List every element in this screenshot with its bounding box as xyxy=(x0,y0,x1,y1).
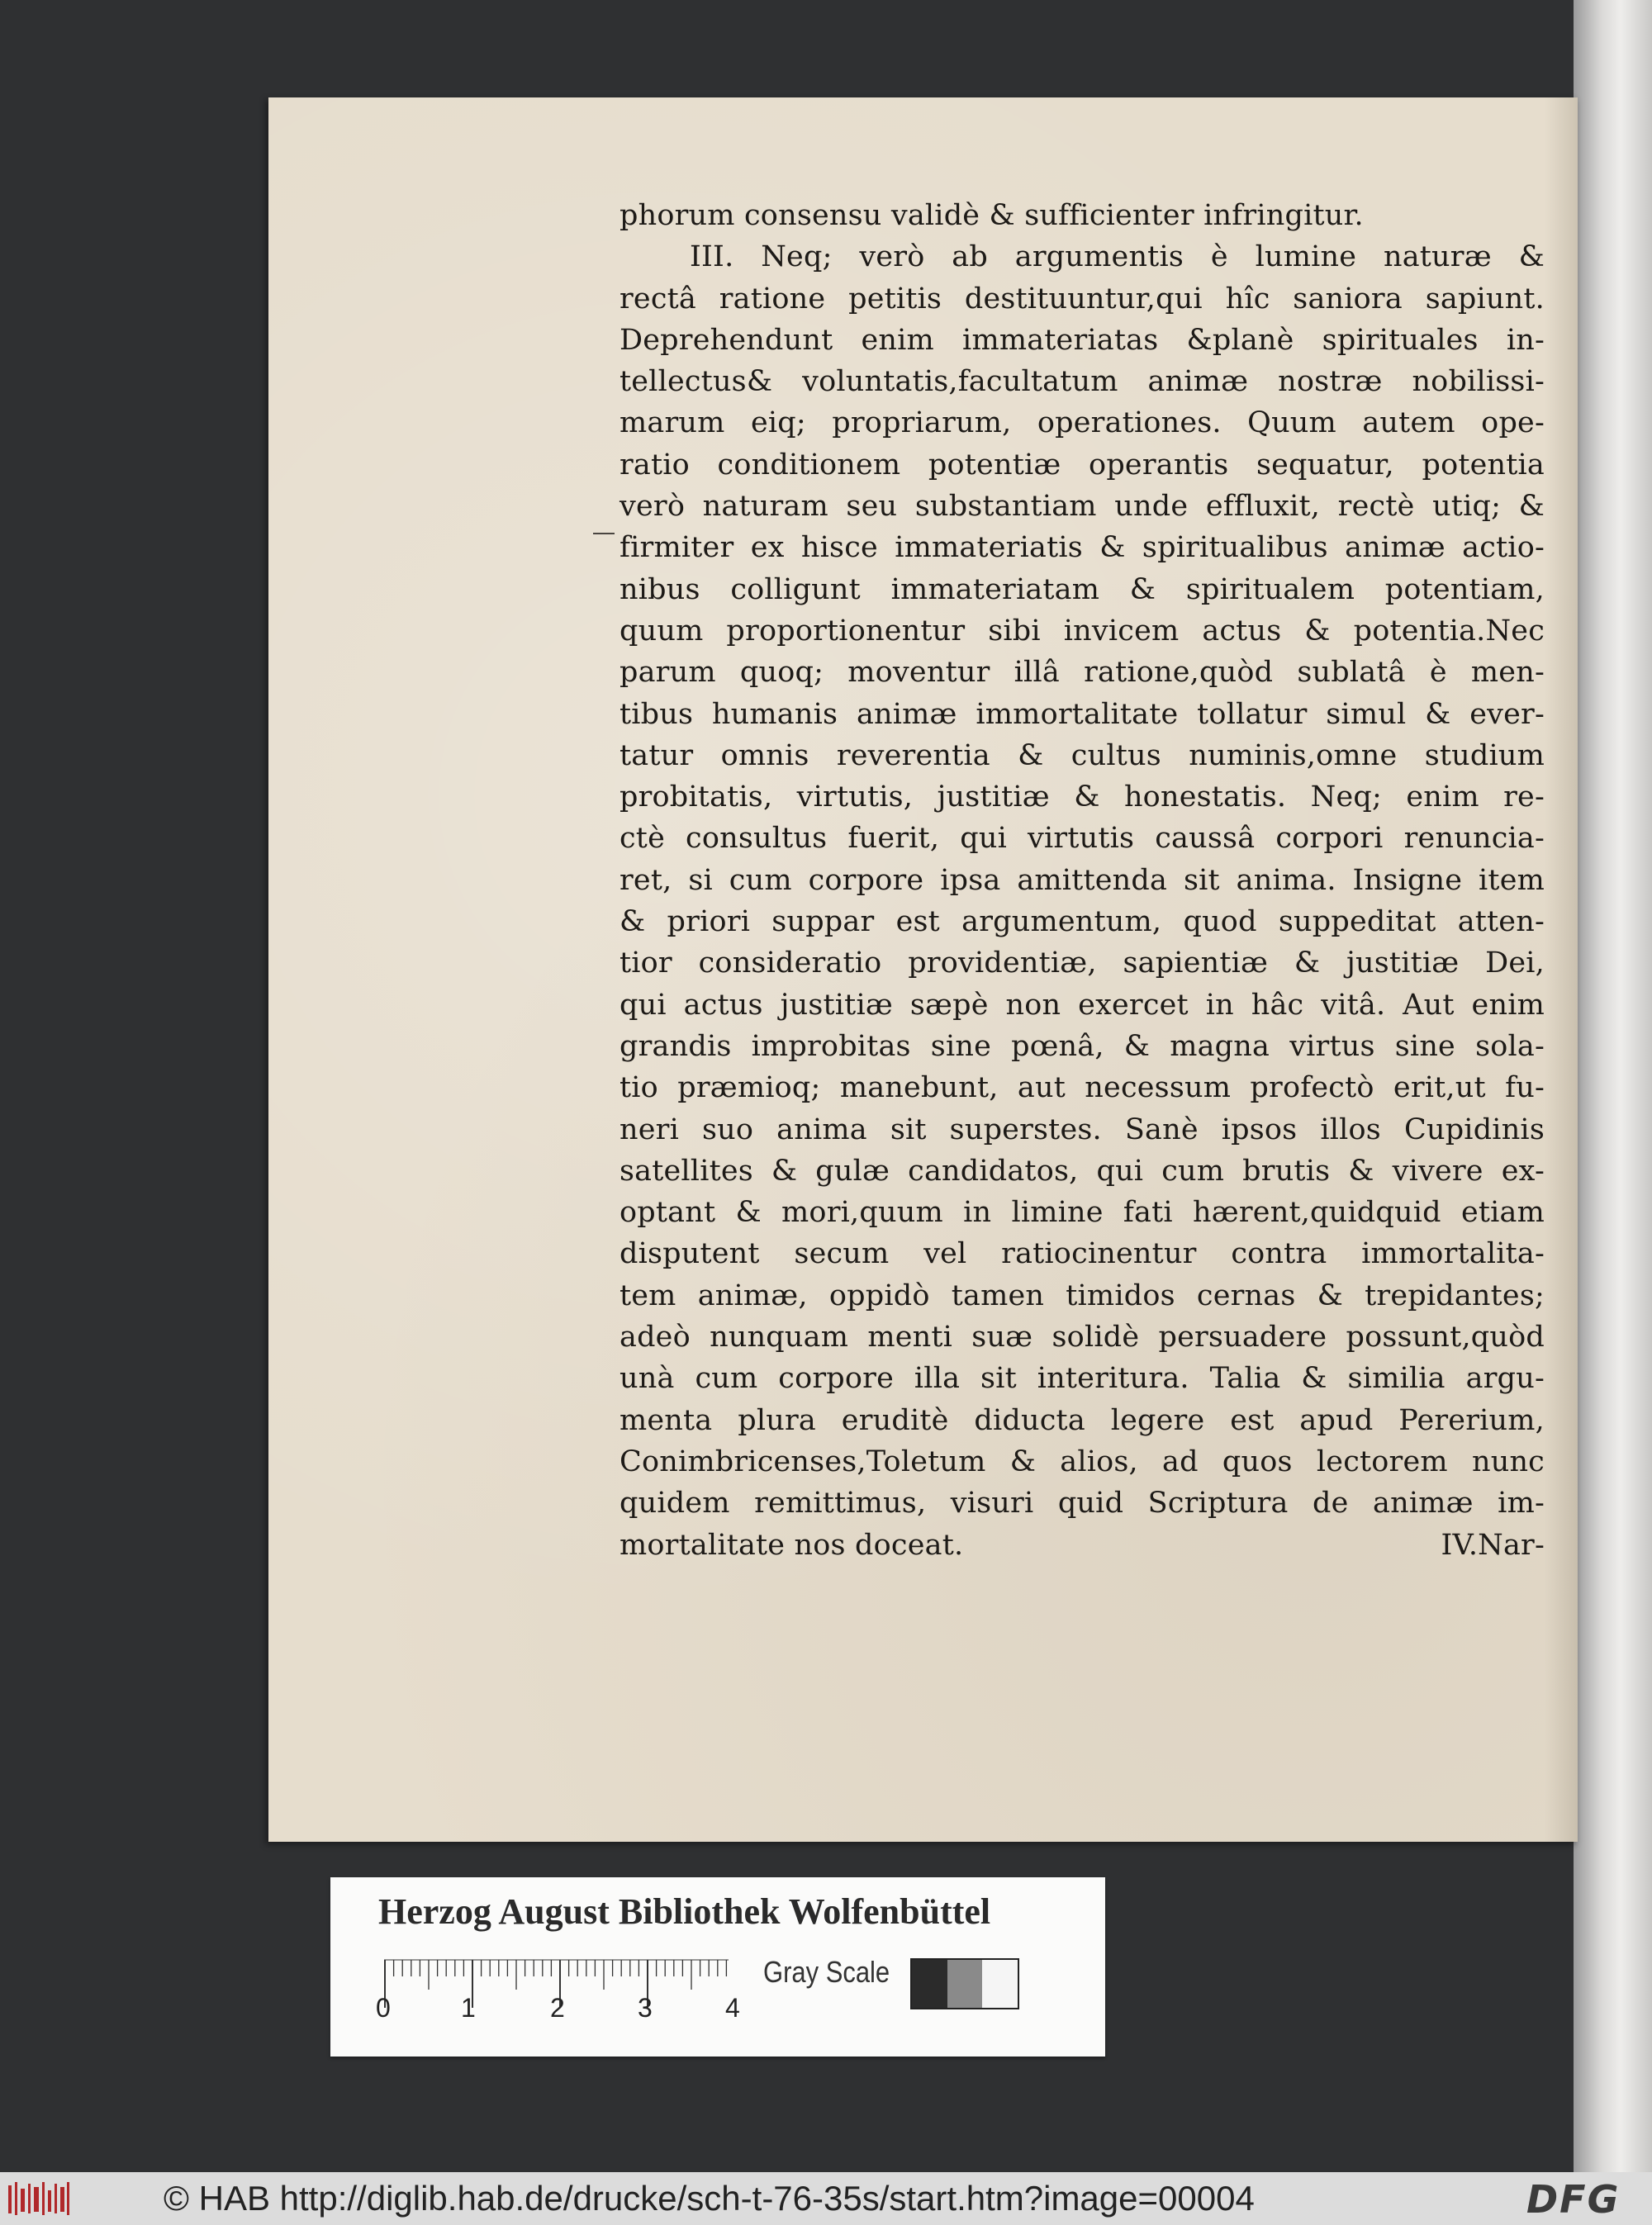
text-line: qui actus justitiæ sæpè non exercet in hâc vitâ. Aut enim xyxy=(620,988,1545,1022)
text-line: ratio conditionem potentiæ operantis sequatur, potentia xyxy=(620,448,1545,482)
text-line: tem animæ, oppidò tamen timidos cernas & trepidantes; xyxy=(620,1279,1545,1312)
text-line: & priori suppar est argumentum, quod suppeditat atten- xyxy=(620,905,1545,939)
text-line: quum proportionentur sibi invicem actus & potentia.Nec xyxy=(620,614,1545,648)
text-line xyxy=(620,1525,1545,1566)
text-line: III. Neq; verò ab argumentis è lumine naturæ & xyxy=(690,240,1545,274)
text-line: unà cum corpore illa sit interitura. Talia & similia argu- xyxy=(620,1362,1545,1396)
text-line: tatur omnis reverentia & cultus numinis,omne studium xyxy=(620,738,1545,772)
text-line: tior consideratio providentiæ, sapientiæ & justitiæ Dei, xyxy=(620,946,1545,980)
gray-swatch xyxy=(947,1960,983,2008)
text-line: adeò nunquam menti suæ solidè persuadere possunt,quòd xyxy=(620,1321,1545,1354)
text-line: disputent secum vel ratiocinentur contra immortalita- xyxy=(620,1237,1545,1271)
dfg-logo: DFG xyxy=(1526,2177,1621,2222)
hab-color-card xyxy=(330,1877,1105,2057)
gray-scale-label: Gray Scale xyxy=(763,1955,890,1989)
text-line: rectâ ratione petitis destituuntur,qui hîc saniora sapiunt. xyxy=(620,282,1545,315)
footer-bar xyxy=(0,2172,1652,2225)
ruler-number-2: 2 xyxy=(550,1993,565,2023)
text-line: menta plura eruditè diducta legere est apud Pererium, xyxy=(620,1403,1545,1437)
ruler-number-4: 4 xyxy=(725,1993,740,2023)
page-edge-shade xyxy=(1545,97,1578,1842)
text-line: nibus colligunt immateriatam & spiritualem potentiam, xyxy=(620,572,1545,606)
text-line: satellites & gulæ candidatos, qui cum brutis & vivere ex- xyxy=(620,1154,1545,1188)
text-line-content: mortalitate nos doceat. xyxy=(620,1528,964,1562)
text-line: ctè consultus fuerit, qui virtutis caussâ corpori renuncia- xyxy=(620,822,1545,856)
footer-copyright-url[interactable]: © HAB http://diglib.hab.de/drucke/sch-t-76-35s/start.htm?image=00004 xyxy=(164,2179,1255,2218)
text-line: verò naturam seu substantiam unde effluxit, rectè utiq; & xyxy=(620,490,1545,524)
text-line: probitatis, virtutis, justitiæ & honestatis. Neq; enim re- xyxy=(620,780,1545,814)
gray-scale-swatches xyxy=(910,1958,1019,2009)
text-line: phorum consensu validè & sufficienter infringitur. xyxy=(620,199,1364,232)
text-line: marum eiq; propriarum, operationes. Quum autem ope- xyxy=(620,406,1545,440)
text-line: Conimbricenses,Toletum & alios, ad quos lectorem nunc xyxy=(620,1445,1545,1478)
ruler-number-3: 3 xyxy=(638,1993,653,2023)
text-line: optant & mori,quum in limine fati hærent,quidquid etiam xyxy=(620,1196,1545,1230)
catchword: IV.Nar- xyxy=(1441,1528,1545,1562)
text-line: quidem remittimus, visuri quid Scriptura de animæ im- xyxy=(620,1487,1545,1520)
text-line: tio præmioq; manebunt, aut necessum profectò erit,ut fu- xyxy=(620,1071,1545,1105)
margin-mark xyxy=(593,533,615,534)
book-page xyxy=(268,97,1578,1842)
page-text-block xyxy=(620,195,1545,1566)
text-line: grandis improbitas sine pœnâ, & magna virtus sine sola- xyxy=(620,1029,1545,1063)
text-line: tibus humanis animæ immortalitate tollatur simul & ever- xyxy=(620,697,1545,731)
ruler-number-1: 1 xyxy=(461,1993,476,2023)
adjacent-page-edge xyxy=(1574,0,1652,2172)
text-line: parum quoq; moventur illâ ratione,quòd sublatâ è men- xyxy=(620,656,1545,690)
hab-card-title: Herzog August Bibliothek Wolfenbüttel xyxy=(378,1891,991,1932)
gray-swatch xyxy=(982,1960,1018,2008)
text-line: firmiter ex hisce immateriatis & spiritualibus animæ actio- xyxy=(620,531,1545,565)
text-line: tellectus& voluntatis,facultatum animæ nostræ nobilissi- xyxy=(620,365,1545,399)
text-line: neri suo anima sit superstes. Sanè ipsos illos Cupidinis xyxy=(620,1112,1545,1146)
gray-swatch xyxy=(912,1960,947,2008)
ruler-number-0: 0 xyxy=(376,1993,391,2023)
hab-barcode-logo-icon xyxy=(7,2180,71,2217)
text-line: Deprehendunt enim immateriatas &planè spirituales in- xyxy=(620,323,1545,357)
text-line: ret, si cum corpore ipsa amittenda sit anima. Insigne item xyxy=(620,863,1545,897)
